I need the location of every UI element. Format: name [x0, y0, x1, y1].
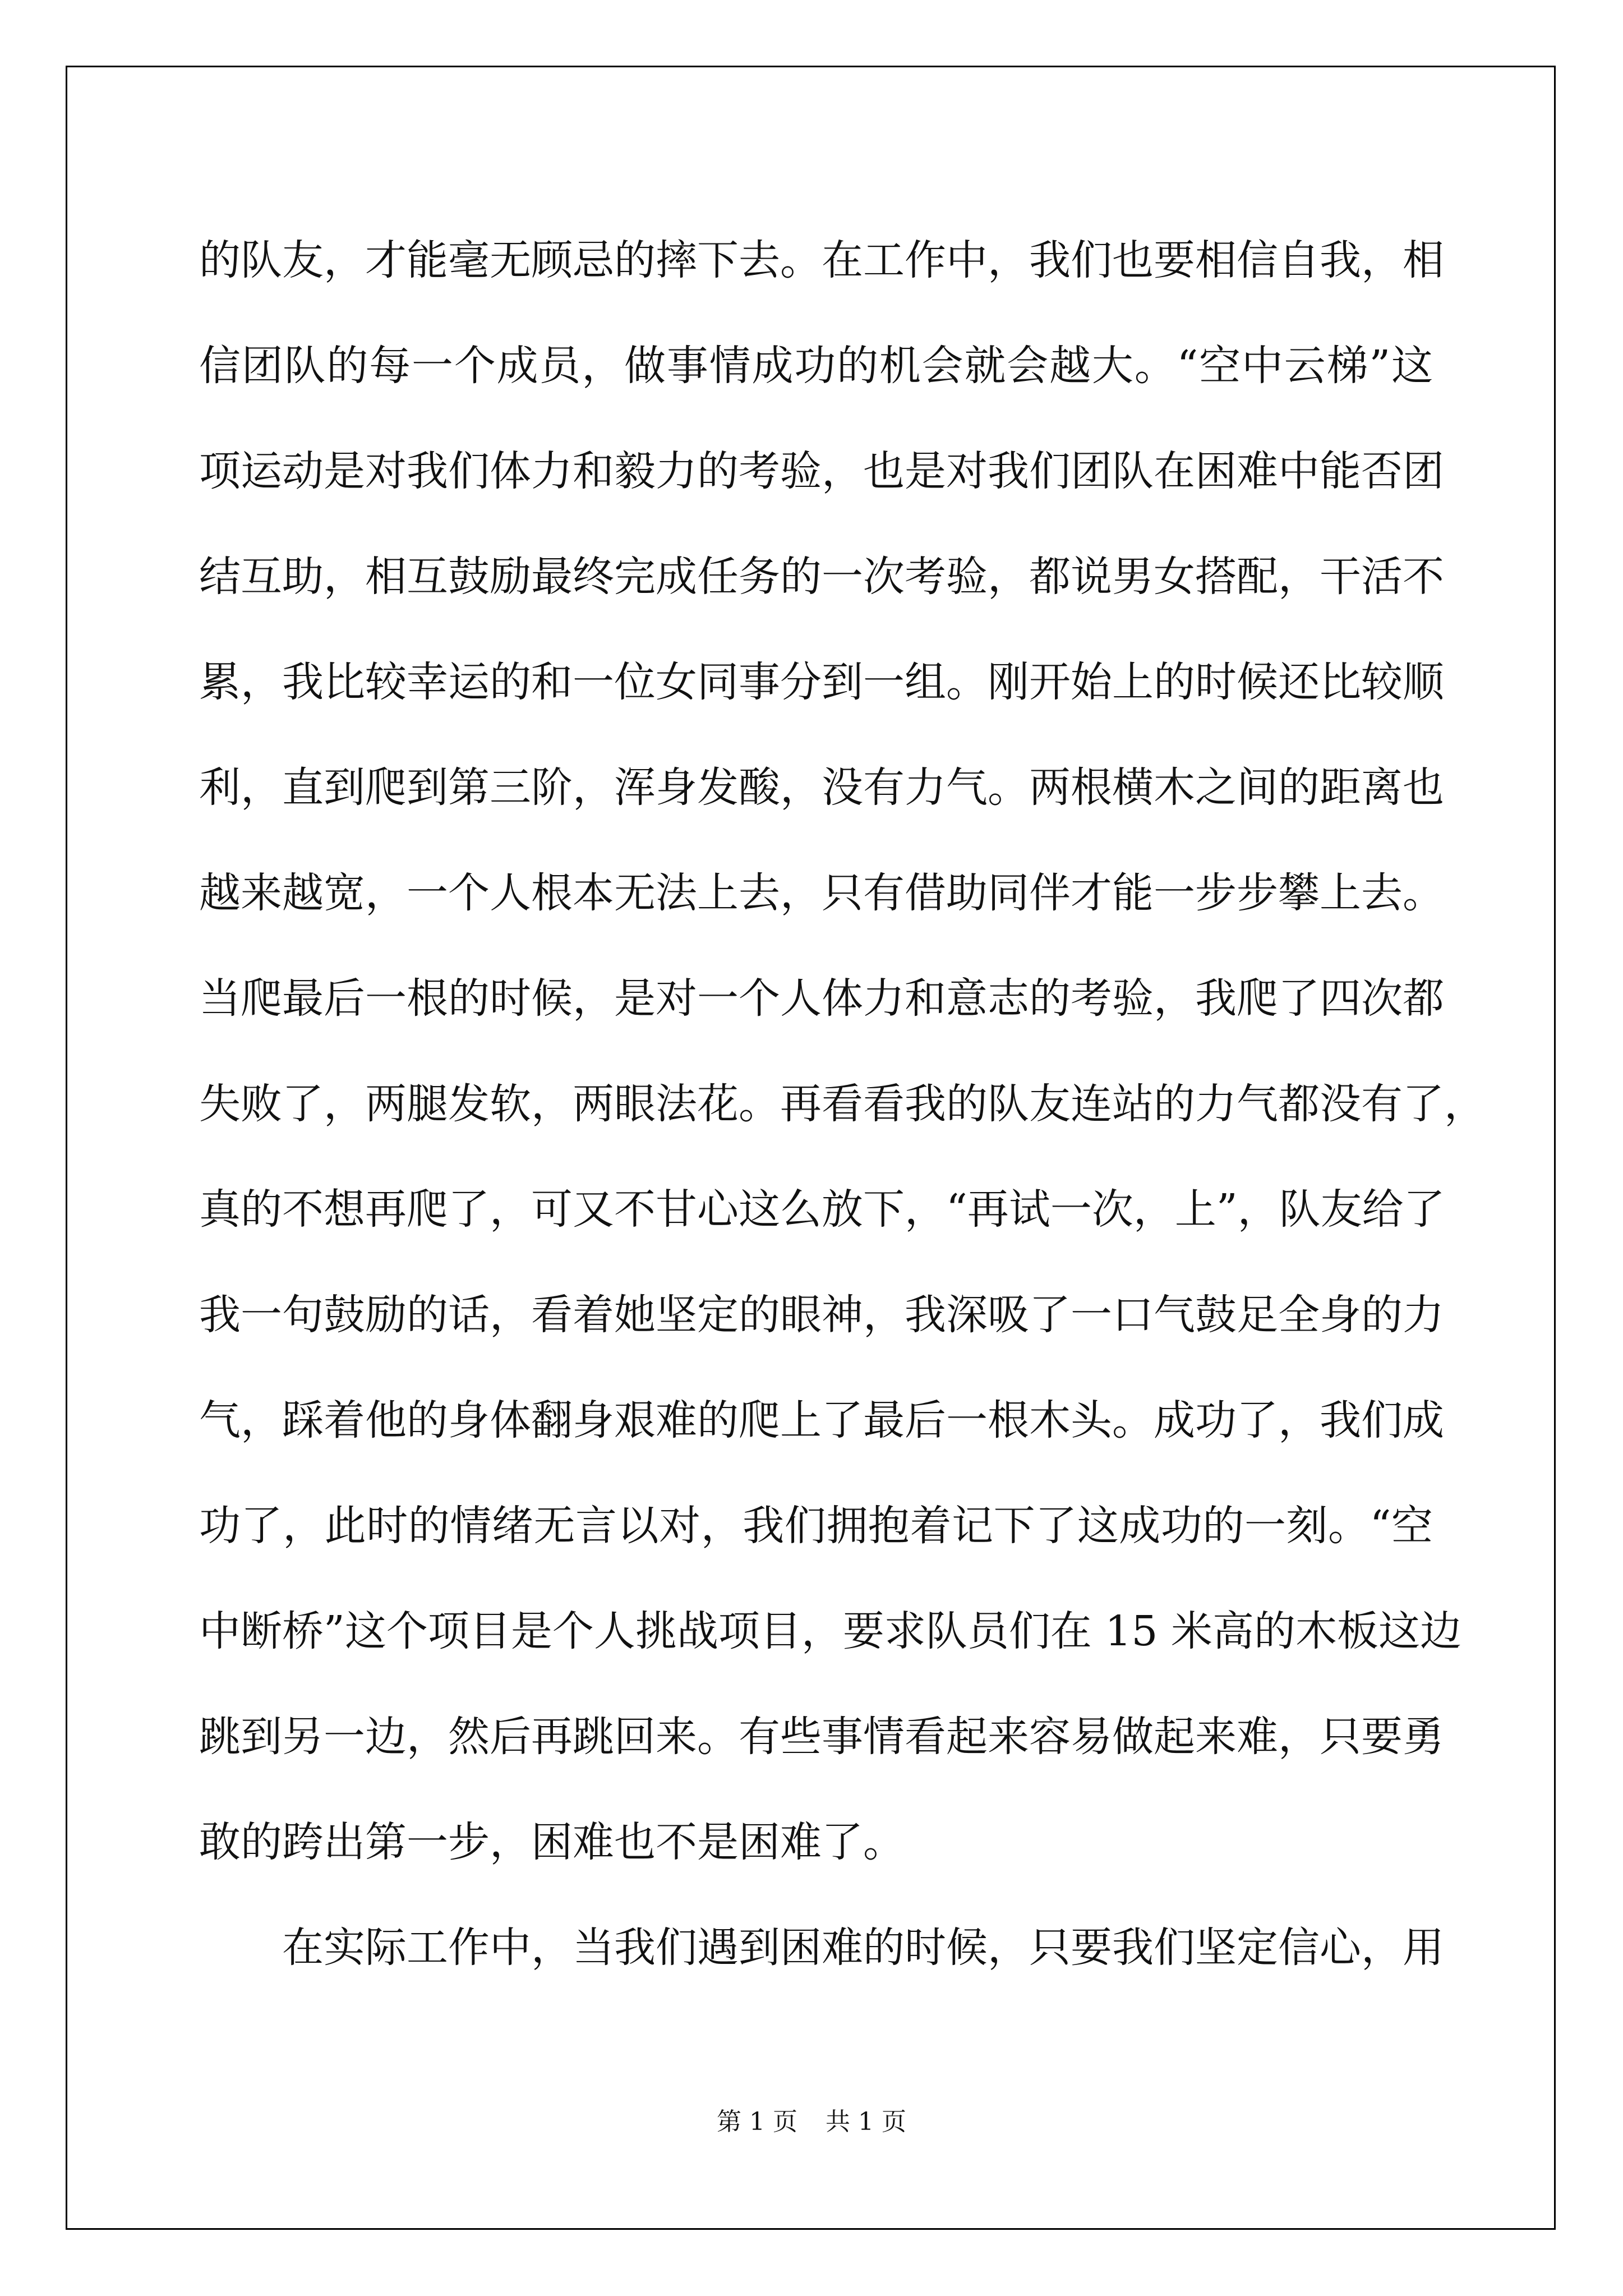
text-line-16: 敢的跨出第一步，困难也不是困难了。 — [199, 1818, 905, 1866]
text-line-14: 中断桥”这个项目是个人挑战项目，要求队员们在 15 米高的木板这边 — [199, 1607, 1462, 1655]
text-line-9: 失败了，两腿发软，两眼法花。再看看我的队友连站的力气都没有了， — [199, 1080, 1486, 1128]
text-line-5: 累，我比较幸运的和一位女同事分到一组。刚开始上的时候还比较顺 — [199, 658, 1444, 706]
text-line-17: 在实际工作中，当我们遇到困难的时候，只要我们坚定信心，用 — [282, 1924, 1444, 1972]
text-line-8: 当爬最后一根的时候，是对一个人体力和意志的考验，我爬了四次都 — [199, 974, 1444, 1023]
text-line-1: 的队友，才能毫无顾忌的摔下去。在工作中，我们也要相信自我，相 — [199, 236, 1444, 284]
page-footer — [0, 2101, 1623, 2137]
text-line-13: 功了，此时的情绪无言以对，我们拥抱着记下了这成功的一刻。“空 — [199, 1502, 1433, 1550]
page-number: 第 1 页 — [717, 2108, 797, 2136]
text-line-15: 跳到另一边，然后再跳回来。有些事情看起来容易做起来难，只要勇 — [199, 1713, 1444, 1761]
text-line-7: 越来越宽，一个人根本无法上去，只有借助同伴才能一步步攀上去。 — [199, 869, 1444, 917]
text-line-10: 真的不想再爬了，可又不甘心这么放下，“再试一次，上”，队友给了 — [199, 1185, 1445, 1234]
text-line-3: 项运动是对我们体力和毅力的考验，也是对我们团队在困难中能否团 — [199, 447, 1444, 495]
text-line-11: 我一句鼓励的话，看着她坚定的眼神，我深吸了一口气鼓足全身的力 — [199, 1291, 1444, 1339]
text-line-6: 利，直到爬到第三阶，浑身发酸，没有力气。两根横木之间的距离也 — [199, 763, 1444, 812]
page-total: 共 1 页 — [826, 2108, 906, 2136]
text-line-12: 气，踩着他的身体翻身艰难的爬上了最后一根木头。成功了，我们成 — [199, 1396, 1444, 1444]
text-line-4: 结互助，相互鼓励最终完成任务的一次考验，都说男女搭配，干活不 — [199, 553, 1444, 601]
document-body — [199, 208, 1486, 2000]
text-line-2: 信团队的每一个成员，做事情成功的机会就会越大。“空中云梯”这 — [199, 342, 1433, 390]
